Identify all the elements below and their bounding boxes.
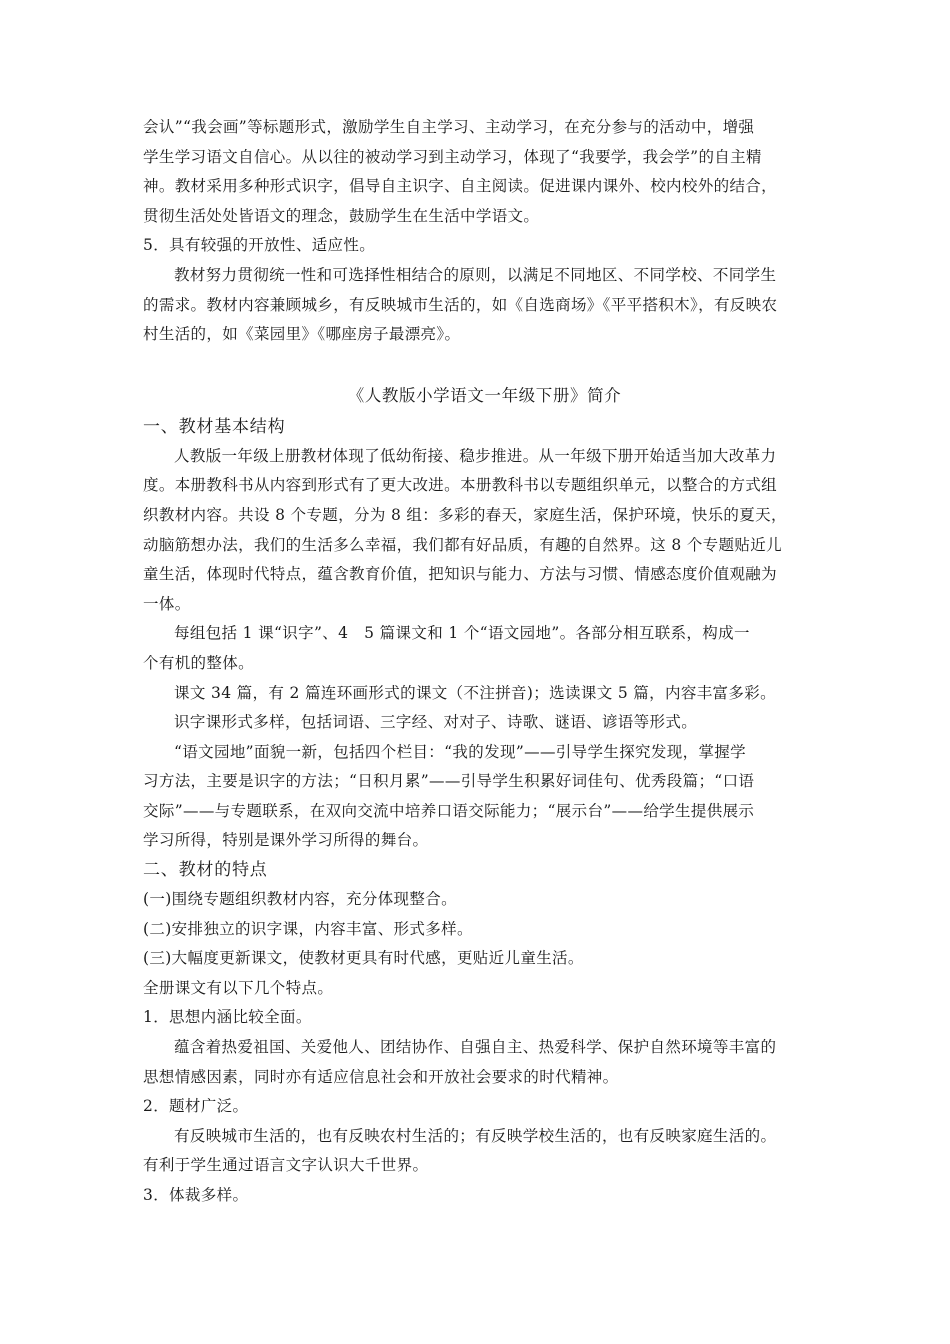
section2-summary: 全册课文有以下几个特点。 — [143, 978, 334, 997]
text-line: 每组包括 1 课“识字”、4 5 篇课文和 1 个“语文园地”。各部分相互联系，构成一 — [174, 624, 750, 643]
feature3-title: 3．体裁多样。 — [143, 1186, 249, 1204]
section1-paragraph-4: 识字课形式多样，包括词语、三字经、对对子、诗歌、谜语、谚语等形式。 — [174, 713, 698, 732]
text-line: 村生活的，如《菜园里》《哪座房子最漂亮》。 — [143, 325, 461, 344]
intro-paragraph — [143, 113, 808, 231]
section2-list — [143, 885, 808, 974]
text-line: 学习所得，特别是课外学习所得的舞台。 — [143, 831, 429, 850]
section1-paragraph-5 — [143, 738, 808, 856]
text-line: 贯彻生活处处皆语文的理念，鼓励学生在生活中学语文。 — [143, 206, 540, 225]
document-page — [143, 113, 808, 1211]
text-line: 有利于学生通过语言文字认识大千世界。 — [143, 1156, 429, 1175]
feature1-paragraph — [143, 1033, 808, 1092]
text-line: 交际”——与专题联系，在双向交流中培养口语交际能力；“展示台”——给学生提供展示 — [143, 801, 755, 820]
text-line: 织教材内容。共设 8 个专题，分为 8 组：多彩的春天，家庭生活，保护环境，快乐的夏天， — [143, 505, 787, 524]
document-title: 《人教版小学语文一年级下册》简介 — [347, 385, 622, 405]
feature2-paragraph — [143, 1122, 808, 1181]
section1-heading: 一、教材基本结构 — [143, 416, 286, 437]
text-line: 一体。 — [143, 594, 191, 613]
text-line: 的需求。教材内容兼顾城乡，有反映城市生活的，如《自选商场》《平平搭积木》，有反映农 — [143, 295, 778, 314]
text-line: 习方法，主要是识字的方法；“日积月累”——引导学生积累好词佳句、优秀段篇；“口语 — [143, 772, 755, 791]
text-line: 蕴含着热爱祖国、关爱他人、团结协作、自强自主、热爱科学、保护自然环境等丰富的 — [174, 1038, 777, 1057]
text-line: 会认”“我会画”等标题形式，激励学生自主学习、主动学习，在充分参与的活动中，增强 — [143, 118, 755, 136]
text-line: 有反映城市生活的，也有反映农村生活的；有反映学校生活的，也有反映家庭生活的。 — [174, 1126, 777, 1145]
text-line: 人教版一年级上册教材体现了低幼衔接、稳步推进。从一年级下册开始适当加大改革力 — [174, 446, 777, 465]
text-line: 动脑筋想办法，我们的生活多么幸福，我们都有好品质，有趣的自然界。这 8 个专题贴近儿 — [143, 535, 782, 554]
text-line: 学生学习语文自信心。从以往的被动学习到主动学习，体现了“我要学，我会学”的自主精 — [143, 147, 762, 166]
section2-heading: 二、教材的特点 — [143, 860, 268, 881]
text-line: 神。教材采用多种形式识字，倡导自主识字、自主阅读。促进课内课外、校内校外的结合， — [143, 177, 778, 196]
point5-paragraph — [143, 261, 808, 350]
list-item: (三)大幅度更新课文，使教材更具有时代感，更贴近儿童生活。 — [143, 949, 584, 968]
text-line: 童生活，体现时代特点，蕴含教育价值，把知识与能力、方法与习惯、情感态度价值观融为 — [143, 565, 778, 584]
text-line: 度。本册教科书从内容到形式有了更大改进。本册教科书以专题组织单元，以整合的方式组 — [143, 476, 778, 495]
section1-paragraph-3: 课文 34 篇，有 2 篇连环画形式的课文（不注拼音)；选读课文 5 篇，内容丰富多彩。 — [174, 683, 776, 702]
text-line: “语文园地”面貌一新，包括四个栏目：“我的发现”——引导学生探究发现，掌握学 — [174, 742, 746, 761]
text-line: 个有机的整体。 — [143, 653, 254, 672]
text-line: 教材努力贯彻统一性和可选择性相结合的原则，以满足不同地区、不同学校、不同学生 — [174, 265, 777, 284]
feature2-title: 2．题材广泛。 — [143, 1097, 249, 1116]
list-item: (二)安排独立的识字课，内容丰富、形式多样。 — [143, 919, 473, 938]
list-item: (一)围绕专题组织教材内容，充分体现整合。 — [143, 890, 457, 909]
section1-paragraph-1 — [143, 442, 808, 620]
feature1-title: 1．思想内涵比较全面。 — [143, 1008, 312, 1027]
point5-title: 5．具有较强的开放性、适应性。 — [143, 236, 376, 255]
text-line: 思想情感因素，同时亦有适应信息社会和开放社会要求的时代精神。 — [143, 1067, 619, 1086]
section1-paragraph-2 — [143, 619, 808, 678]
